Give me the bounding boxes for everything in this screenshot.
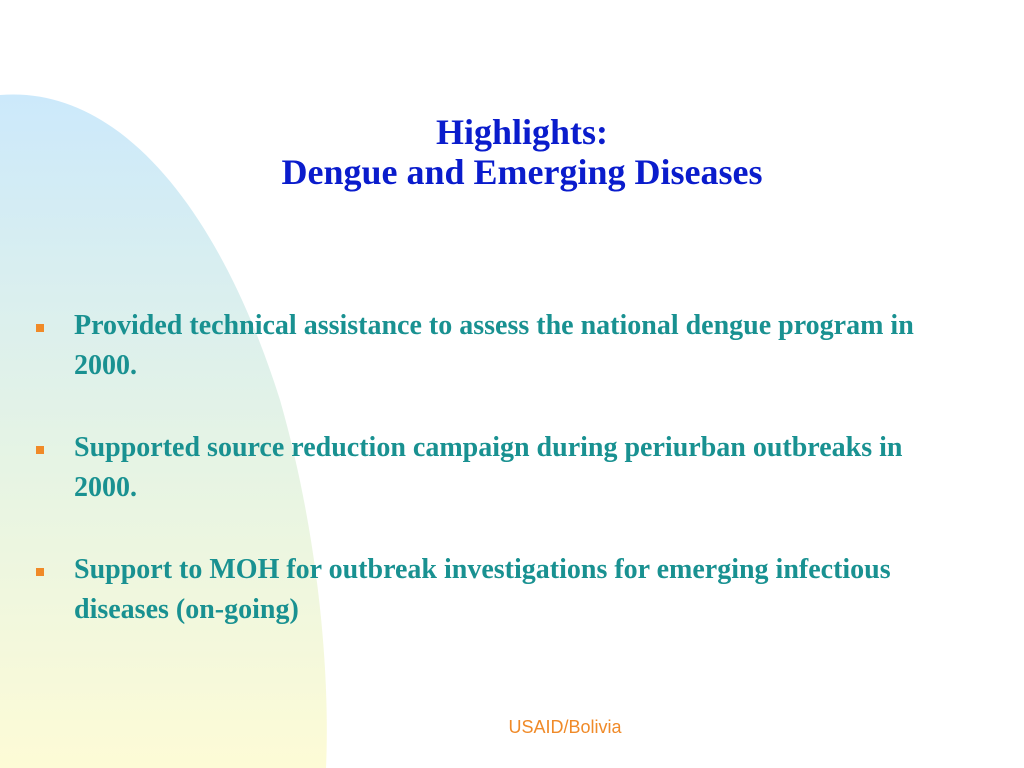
bullet-item (36, 428, 956, 508)
title-line-2: Dengue and Emerging Diseases (281, 152, 763, 192)
slide-title (0, 112, 1024, 192)
title-line-1: Highlights: (435, 112, 609, 152)
square-bullet-icon (36, 446, 44, 454)
bullet-text: Support to MOH for outbreak investigations for emerging infectious diseases (on-going) (74, 554, 891, 625)
bullet-list (36, 306, 956, 672)
square-bullet-icon (36, 324, 44, 332)
bullet-text: Supported source reduction campaign during periurban outbreaks in 2000. (74, 432, 903, 503)
bullet-item (36, 306, 956, 386)
square-bullet-icon (36, 568, 44, 576)
footer-text: USAID/Bolivia (508, 717, 622, 737)
bullet-item (36, 550, 956, 630)
bullet-text: Provided technical assistance to assess the national dengue program in 2000. (74, 310, 914, 381)
